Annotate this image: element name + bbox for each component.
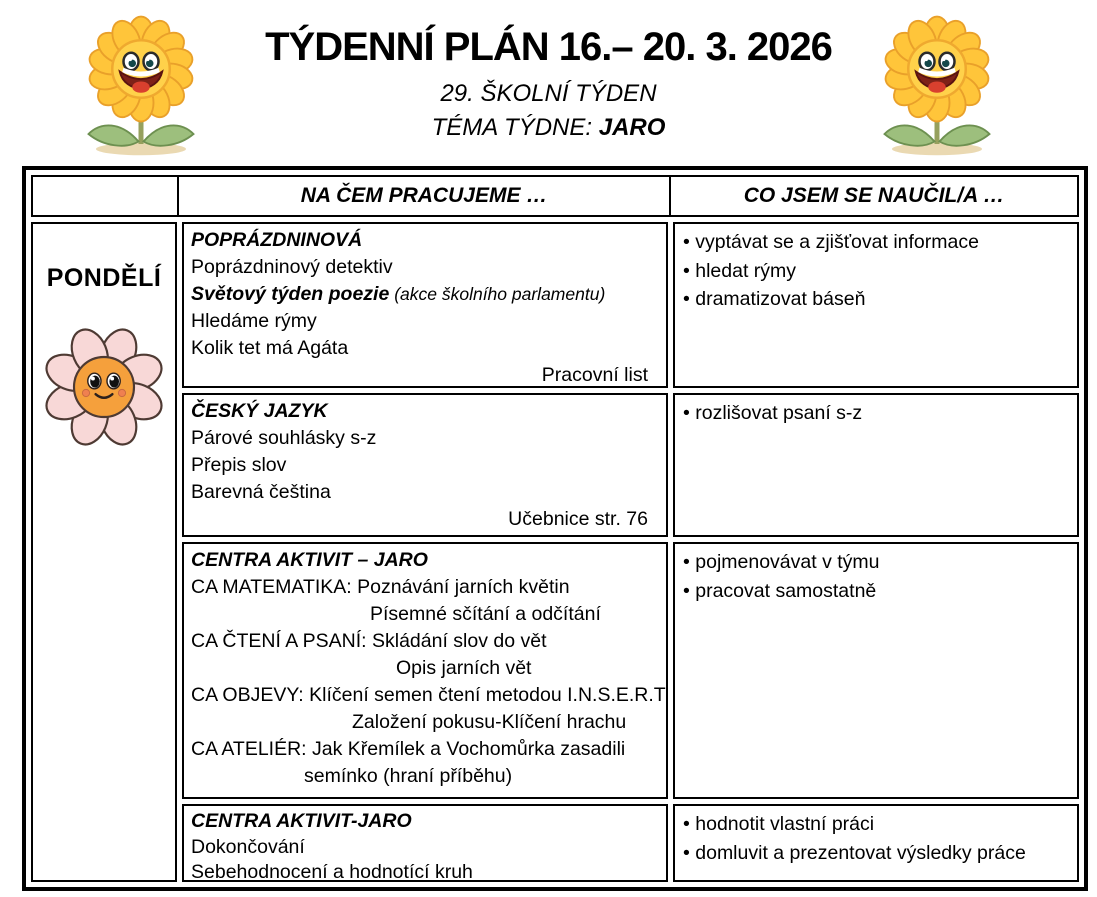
learned-item: • hodnotit vlastní práci [683,810,1073,839]
work-line-segment: (akce školního parlamentu) [389,284,606,304]
work-line: ČESKÝ JAZYK [191,400,328,422]
table-body [26,217,1084,887]
work-line: Kolik tet má Agáta [191,337,349,359]
weekly-plan-table [22,166,1088,891]
title-block [190,0,907,143]
work-line: CA OBJEVY: Klíčení semen čtení metodou I.N.S.E.R.T [191,684,666,706]
week-subtitle: 29. ŠKOLNÍ TÝDEN [440,80,657,107]
work-line: Párové souhlásky s-z [191,427,377,449]
work-line: CA ČTENÍ A PSANÍ: Skládání slov do vět [191,630,547,652]
work-line: Barevná čeština [191,481,331,503]
work-cell [182,542,668,799]
learned-cell [673,542,1079,799]
learned-item: • pracovat samostatně [683,577,1073,606]
day-label: PONDĚLÍ [46,264,162,292]
pink-flower-icon [38,319,170,455]
work-cell [182,393,668,537]
learned-item: • hledat rýmy [683,257,1073,286]
learned-item: • pojmenovávat v týmu [683,548,1073,577]
day-cell [31,222,177,882]
learned-list [675,544,1077,605]
learned-list [675,806,1077,867]
work-line: Dokončování [191,835,305,858]
learned-item: • domluvit a prezentovat výsledky práce [683,839,1073,868]
learned-item: • dramatizovat báseň [683,285,1073,314]
document-header [0,0,1097,166]
work-line: Sebehodnocení a hodnotící kruh [191,861,473,882]
learned-cell [673,222,1079,388]
work-line: Opis jarních vět [396,657,532,679]
work-line: CENTRA AKTIVIT-JARO [191,810,412,832]
work-cell [182,222,668,388]
work-line [184,281,666,308]
theme-line [190,113,907,143]
work-line: CA ATELIÉR: Jak Křemílek a Vochomůrka zasadili [191,738,626,760]
learned-cell [673,393,1079,537]
learned-list [675,224,1077,314]
work-line: POPRÁZDNINOVÁ [191,229,363,251]
header-learned: CO JSEM SE NAUČIL/A … [743,184,1005,207]
work-line-segment: Světový týden poezie [191,283,390,305]
work-line: Přepis slov [191,454,287,476]
work-line: semínko (hraní příběhu) [304,765,513,787]
work-line: Písemné sčítání a odčítání [370,603,601,625]
table-header-row [31,175,1079,217]
header-day [33,177,179,215]
learned-cell [673,804,1079,882]
theme-value: JARO [598,114,666,141]
work-line: Pracovní list [541,364,648,386]
work-line: Poprázdninový detektiv [191,256,393,278]
learned-item: • vyptávat se a zjišťovat informace [683,228,1073,257]
learned-item: • rozlišovat psaní s-z [683,399,1073,428]
learned-list [675,395,1077,428]
work-line: Hledáme rýmy [191,310,317,332]
theme-label: TÉMA TÝDNE: [431,114,599,141]
work-line: Učebnice str. 76 [508,508,648,530]
work-cell [182,804,668,882]
work-line: CA MATEMATIKA: Poznávání jarních květin [191,576,570,598]
work-line: Založení pokusu-Klíčení hrachu [352,711,627,733]
work-line: CENTRA AKTIVIT – JARO [191,549,428,571]
header-work: NA ČEM PRACUJEME … [179,177,671,215]
page-title: TÝDENNÍ PLÁN 16.– 20. 3. 2026 [265,25,832,69]
